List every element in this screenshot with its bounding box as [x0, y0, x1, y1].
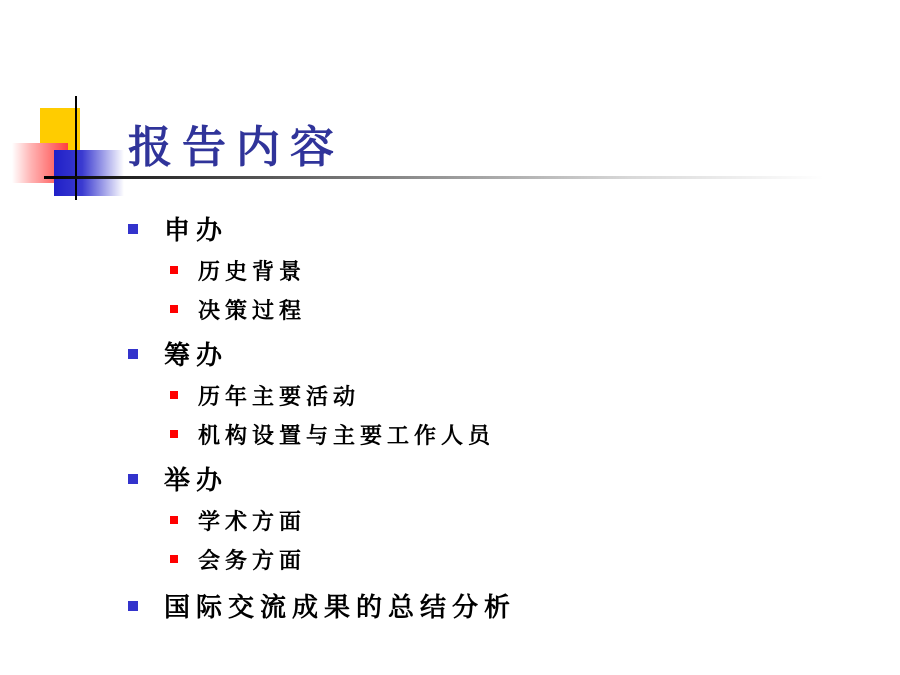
outline-item-shenban [128, 215, 228, 246]
outline-subitem-decision [170, 297, 306, 324]
outline-subitem-activities [170, 383, 360, 410]
square-bullet-icon [170, 555, 178, 563]
square-bullet-icon [170, 391, 178, 399]
outline-item-label: 国际交流成果的总结分析 [164, 593, 517, 623]
outline-subitem-label: 学术方面 [198, 509, 307, 535]
outline-item-summary [128, 592, 516, 623]
outline-subitem-label: 历史背景 [198, 259, 307, 285]
square-bullet-icon [170, 305, 178, 313]
outline-item-label: 申办 [164, 216, 229, 246]
square-bullet-icon [128, 601, 138, 611]
outline-item-label: 举办 [164, 466, 229, 496]
square-bullet-icon [170, 430, 178, 438]
outline-subitem-label: 历年主要活动 [198, 384, 361, 410]
outline-item-label: 筹办 [164, 341, 229, 371]
outline-subitem-label: 决策过程 [198, 298, 307, 324]
outline-subitem-label: 机构设置与主要工作人员 [198, 423, 496, 449]
square-bullet-icon [170, 266, 178, 274]
square-bullet-icon [128, 349, 138, 359]
square-bullet-icon [128, 224, 138, 234]
slide-title: 报告内容 [128, 122, 344, 173]
outline-subitem-organization [170, 422, 495, 449]
outline-subitem-history [170, 258, 306, 285]
outline-item-chouban [128, 340, 228, 371]
square-bullet-icon [128, 474, 138, 484]
outline-subitem-label: 会务方面 [198, 548, 307, 574]
outline-subitem-conference [170, 547, 306, 574]
outline-subitem-academic [170, 508, 306, 535]
square-bullet-icon [170, 516, 178, 524]
outline-item-juban [128, 465, 228, 496]
